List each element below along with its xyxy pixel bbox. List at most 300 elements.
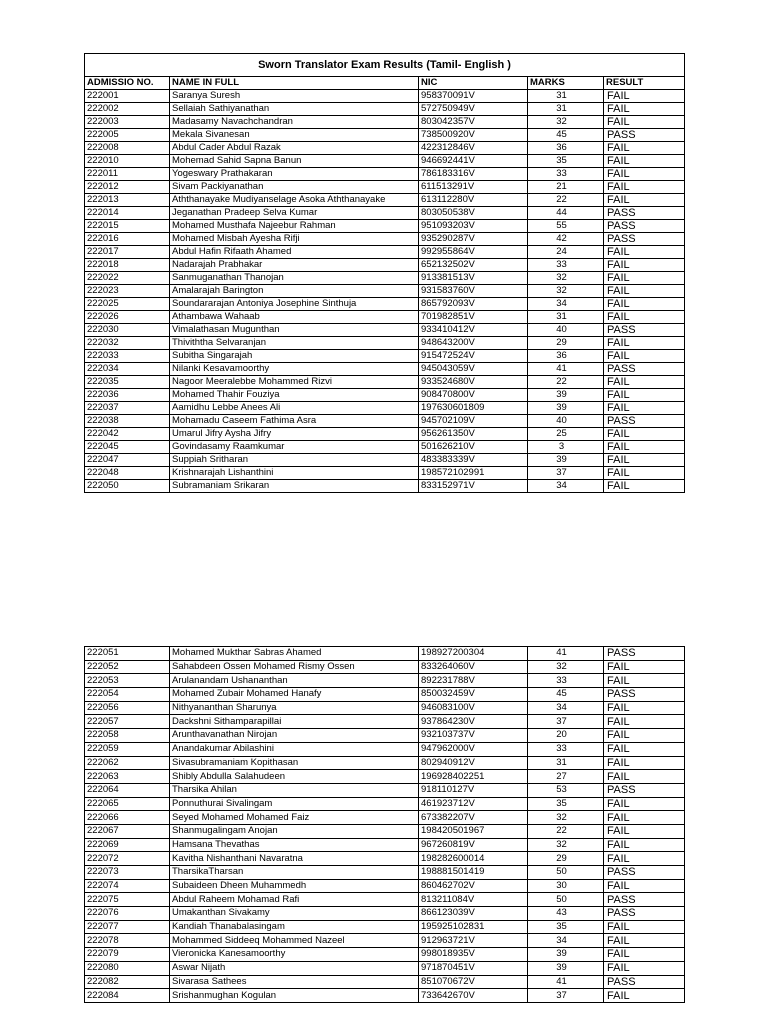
marks-cell: 30 bbox=[528, 879, 604, 893]
table-row bbox=[85, 168, 685, 181]
admission-no-cell: 222054 bbox=[85, 688, 170, 702]
admission-no-cell: 222065 bbox=[85, 797, 170, 811]
table-row bbox=[85, 729, 685, 743]
nic-cell: 733642670V bbox=[419, 989, 528, 1003]
nic-cell: 850032459V bbox=[419, 688, 528, 702]
name-cell: Suppiah Sritharan bbox=[170, 454, 419, 467]
nic-cell: 948643200V bbox=[419, 337, 528, 350]
nic-cell: 971870451V bbox=[419, 961, 528, 975]
result-cell: FAIL bbox=[604, 350, 685, 363]
admission-no-cell: 222005 bbox=[85, 129, 170, 142]
marks-cell: 29 bbox=[528, 337, 604, 350]
result-cell: PASS bbox=[604, 866, 685, 880]
admission-no-cell: 222048 bbox=[85, 467, 170, 480]
nic-cell: 933410412V bbox=[419, 324, 528, 337]
nic-cell: 851070672V bbox=[419, 975, 528, 989]
marks-cell: 32 bbox=[528, 116, 604, 129]
result-cell: FAIL bbox=[604, 811, 685, 825]
table-row bbox=[85, 660, 685, 674]
name-cell: Mohamed Thahir Fouziya bbox=[170, 389, 419, 402]
table-row bbox=[85, 783, 685, 797]
result-cell: FAIL bbox=[604, 142, 685, 155]
marks-cell: 45 bbox=[528, 129, 604, 142]
result-cell: FAIL bbox=[604, 797, 685, 811]
admission-no-cell: 222074 bbox=[85, 879, 170, 893]
result-cell: PASS bbox=[604, 220, 685, 233]
result-cell: FAIL bbox=[604, 285, 685, 298]
nic-cell: 932103737V bbox=[419, 729, 528, 743]
admission-no-cell: 222063 bbox=[85, 770, 170, 784]
admission-no-cell: 222010 bbox=[85, 155, 170, 168]
marks-cell: 41 bbox=[528, 363, 604, 376]
admission-no-cell: 222067 bbox=[85, 824, 170, 838]
name-cell: Hamsana Thevathas bbox=[170, 838, 419, 852]
result-cell: PASS bbox=[604, 783, 685, 797]
table-row bbox=[85, 194, 685, 207]
table-row bbox=[85, 207, 685, 220]
admission-no-cell: 222052 bbox=[85, 660, 170, 674]
marks-cell: 22 bbox=[528, 376, 604, 389]
admission-no-cell: 222038 bbox=[85, 415, 170, 428]
result-cell: FAIL bbox=[604, 259, 685, 272]
name-cell: Sivam Packiyanathan bbox=[170, 181, 419, 194]
nic-cell: 738500920V bbox=[419, 129, 528, 142]
marks-cell: 32 bbox=[528, 811, 604, 825]
name-cell: Abdul Raheem Mohamad Rafi bbox=[170, 893, 419, 907]
result-cell: FAIL bbox=[604, 770, 685, 784]
table-row bbox=[85, 441, 685, 454]
table-row bbox=[85, 824, 685, 838]
admission-no-cell: 222013 bbox=[85, 194, 170, 207]
table-row bbox=[85, 797, 685, 811]
admission-no-cell: 222035 bbox=[85, 376, 170, 389]
name-cell: Vieronicka Kanesamoorthy bbox=[170, 948, 419, 962]
name-cell: Yogeswary Prathakaran bbox=[170, 168, 419, 181]
name-cell: Abdul Cader Abdul Razak bbox=[170, 142, 419, 155]
marks-cell: 34 bbox=[528, 934, 604, 948]
table-row bbox=[85, 811, 685, 825]
results-table-1 bbox=[84, 53, 685, 493]
result-cell: FAIL bbox=[604, 715, 685, 729]
marks-cell: 53 bbox=[528, 783, 604, 797]
result-cell: FAIL bbox=[604, 116, 685, 129]
table-row bbox=[85, 389, 685, 402]
result-cell: PASS bbox=[604, 647, 685, 661]
nic-cell: 198927200304 bbox=[419, 647, 528, 661]
admission-no-cell: 222036 bbox=[85, 389, 170, 402]
result-cell: PASS bbox=[604, 688, 685, 702]
result-cell: PASS bbox=[604, 415, 685, 428]
table-row bbox=[85, 770, 685, 784]
nic-cell: 946083100V bbox=[419, 701, 528, 715]
nic-cell: 833264060V bbox=[419, 660, 528, 674]
marks-cell: 34 bbox=[528, 480, 604, 493]
admission-no-cell: 222050 bbox=[85, 480, 170, 493]
nic-cell: 613112280V bbox=[419, 194, 528, 207]
admission-no-cell: 222008 bbox=[85, 142, 170, 155]
admission-no-cell: 222011 bbox=[85, 168, 170, 181]
header-marks: MARKS bbox=[528, 77, 604, 90]
table-row bbox=[85, 337, 685, 350]
table-row bbox=[85, 90, 685, 103]
table-row bbox=[85, 116, 685, 129]
admission-no-cell: 222082 bbox=[85, 975, 170, 989]
marks-cell: 36 bbox=[528, 350, 604, 363]
name-cell: Mohamed Mukthar Sabras Ahamed bbox=[170, 647, 419, 661]
admission-no-cell: 222025 bbox=[85, 298, 170, 311]
table-row bbox=[85, 907, 685, 921]
marks-cell: 20 bbox=[528, 729, 604, 743]
name-cell: Nilanki Kesavamoorthy bbox=[170, 363, 419, 376]
admission-no-cell: 222051 bbox=[85, 647, 170, 661]
name-cell: Dackshni Sithamparapillai bbox=[170, 715, 419, 729]
result-cell: FAIL bbox=[604, 155, 685, 168]
name-cell: Nagoor Meeralebbe Mohammed Rizvi bbox=[170, 376, 419, 389]
result-cell: FAIL bbox=[604, 311, 685, 324]
result-cell: FAIL bbox=[604, 660, 685, 674]
table-row bbox=[85, 285, 685, 298]
admission-no-cell: 222080 bbox=[85, 961, 170, 975]
result-cell: FAIL bbox=[604, 389, 685, 402]
header-row bbox=[85, 77, 685, 90]
admission-no-cell: 222026 bbox=[85, 311, 170, 324]
nic-cell: 461923712V bbox=[419, 797, 528, 811]
nic-cell: 937864230V bbox=[419, 715, 528, 729]
table-row bbox=[85, 674, 685, 688]
marks-cell: 37 bbox=[528, 467, 604, 480]
admission-no-cell: 222077 bbox=[85, 920, 170, 934]
nic-cell: 422312846V bbox=[419, 142, 528, 155]
result-cell: PASS bbox=[604, 363, 685, 376]
name-cell: Srishanmughan Kogulan bbox=[170, 989, 419, 1003]
nic-cell: 833152971V bbox=[419, 480, 528, 493]
name-cell: Anandakumar Abilashini bbox=[170, 742, 419, 756]
table-row bbox=[85, 415, 685, 428]
table-row bbox=[85, 742, 685, 756]
nic-cell: 956261350V bbox=[419, 428, 528, 441]
marks-cell: 34 bbox=[528, 298, 604, 311]
nic-cell: 945702109V bbox=[419, 415, 528, 428]
result-cell: FAIL bbox=[604, 674, 685, 688]
table-row bbox=[85, 866, 685, 880]
table-row bbox=[85, 934, 685, 948]
name-cell: Nadarajah Prabhakar bbox=[170, 259, 419, 272]
table-row bbox=[85, 246, 685, 259]
result-cell: PASS bbox=[604, 233, 685, 246]
table-row bbox=[85, 103, 685, 116]
name-cell: Krishnarajah Lishanthini bbox=[170, 467, 419, 480]
result-cell: PASS bbox=[604, 129, 685, 142]
result-cell: FAIL bbox=[604, 298, 685, 311]
table-row bbox=[85, 480, 685, 493]
marks-cell: 33 bbox=[528, 168, 604, 181]
admission-no-cell: 222053 bbox=[85, 674, 170, 688]
admission-no-cell: 222062 bbox=[85, 756, 170, 770]
name-cell: Vimalathasan Mugunthan bbox=[170, 324, 419, 337]
nic-cell: 611513291V bbox=[419, 181, 528, 194]
name-cell: Mohamed Misbah Ayesha Rifji bbox=[170, 233, 419, 246]
marks-cell: 22 bbox=[528, 824, 604, 838]
result-cell: FAIL bbox=[604, 272, 685, 285]
table-row bbox=[85, 350, 685, 363]
nic-cell: 967260819V bbox=[419, 838, 528, 852]
nic-cell: 865792093V bbox=[419, 298, 528, 311]
result-cell: FAIL bbox=[604, 701, 685, 715]
admission-no-cell: 222002 bbox=[85, 103, 170, 116]
table-row bbox=[85, 975, 685, 989]
admission-no-cell: 222032 bbox=[85, 337, 170, 350]
admission-no-cell: 222057 bbox=[85, 715, 170, 729]
marks-cell: 41 bbox=[528, 647, 604, 661]
result-cell: FAIL bbox=[604, 961, 685, 975]
admission-no-cell: 222017 bbox=[85, 246, 170, 259]
name-cell: Sellaiah Sathiyanathan bbox=[170, 103, 419, 116]
admission-no-cell: 222079 bbox=[85, 948, 170, 962]
marks-cell: 39 bbox=[528, 402, 604, 415]
nic-cell: 915472524V bbox=[419, 350, 528, 363]
table-row bbox=[85, 311, 685, 324]
name-cell: Subitha Singarajah bbox=[170, 350, 419, 363]
table-row bbox=[85, 428, 685, 441]
admission-no-cell: 222034 bbox=[85, 363, 170, 376]
admission-no-cell: 222001 bbox=[85, 90, 170, 103]
marks-cell: 39 bbox=[528, 961, 604, 975]
header-admission-no: ADMISSIO NO. bbox=[85, 77, 170, 90]
header-name: NAME IN FULL bbox=[170, 77, 419, 90]
name-cell: Abdul Hafin Rifaath Ahamed bbox=[170, 246, 419, 259]
admission-no-cell: 222059 bbox=[85, 742, 170, 756]
marks-cell: 32 bbox=[528, 272, 604, 285]
result-cell: FAIL bbox=[604, 742, 685, 756]
admission-no-cell: 222030 bbox=[85, 324, 170, 337]
result-cell: FAIL bbox=[604, 194, 685, 207]
marks-cell: 37 bbox=[528, 989, 604, 1003]
marks-cell: 32 bbox=[528, 838, 604, 852]
result-cell: FAIL bbox=[604, 480, 685, 493]
nic-cell: 196928402251 bbox=[419, 770, 528, 784]
nic-cell: 958370091V bbox=[419, 90, 528, 103]
table-row bbox=[85, 155, 685, 168]
result-cell: FAIL bbox=[604, 337, 685, 350]
table-row bbox=[85, 688, 685, 702]
admission-no-cell: 222075 bbox=[85, 893, 170, 907]
admission-no-cell: 222047 bbox=[85, 454, 170, 467]
title-row bbox=[85, 54, 685, 77]
nic-cell: 908470800V bbox=[419, 389, 528, 402]
name-cell: Mohemad Sahid Sapna Banun bbox=[170, 155, 419, 168]
table-row bbox=[85, 647, 685, 661]
table-row bbox=[85, 948, 685, 962]
table-row bbox=[85, 233, 685, 246]
admission-no-cell: 222069 bbox=[85, 838, 170, 852]
nic-cell: 912963721V bbox=[419, 934, 528, 948]
name-cell: Jeganathan Pradeep Selva Kumar bbox=[170, 207, 419, 220]
result-cell: FAIL bbox=[604, 920, 685, 934]
marks-cell: 32 bbox=[528, 285, 604, 298]
result-cell: FAIL bbox=[604, 948, 685, 962]
admission-no-cell: 222056 bbox=[85, 701, 170, 715]
table-row bbox=[85, 920, 685, 934]
name-cell: Madasamy Navachchandran bbox=[170, 116, 419, 129]
name-cell: Aththanayake Mudiyanselage Asoka Aththanayake bbox=[170, 194, 419, 207]
table-row bbox=[85, 259, 685, 272]
nic-cell: 701982851V bbox=[419, 311, 528, 324]
nic-cell: 198282600014 bbox=[419, 852, 528, 866]
table-row bbox=[85, 181, 685, 194]
marks-cell: 35 bbox=[528, 920, 604, 934]
name-cell: Seyed Mohamed Mohamed Faiz bbox=[170, 811, 419, 825]
name-cell: Saranya Suresh bbox=[170, 90, 419, 103]
marks-cell: 45 bbox=[528, 688, 604, 702]
name-cell: Subaideen Dheen Muhammedh bbox=[170, 879, 419, 893]
table-row bbox=[85, 852, 685, 866]
result-cell: FAIL bbox=[604, 402, 685, 415]
marks-cell: 31 bbox=[528, 756, 604, 770]
name-cell: Umakanthan Sivakamy bbox=[170, 907, 419, 921]
nic-cell: 947962000V bbox=[419, 742, 528, 756]
marks-cell: 3 bbox=[528, 441, 604, 454]
result-cell: FAIL bbox=[604, 879, 685, 893]
result-cell: FAIL bbox=[604, 467, 685, 480]
result-cell: PASS bbox=[604, 893, 685, 907]
name-cell: Umarul Jifry Aysha Jifry bbox=[170, 428, 419, 441]
table-row bbox=[85, 298, 685, 311]
nic-cell: 998018935V bbox=[419, 948, 528, 962]
result-cell: PASS bbox=[604, 907, 685, 921]
nic-cell: 918110127V bbox=[419, 783, 528, 797]
nic-cell: 935290287V bbox=[419, 233, 528, 246]
marks-cell: 21 bbox=[528, 181, 604, 194]
result-cell: FAIL bbox=[604, 103, 685, 116]
marks-cell: 55 bbox=[528, 220, 604, 233]
marks-cell: 39 bbox=[528, 454, 604, 467]
name-cell: Aswar Nijath bbox=[170, 961, 419, 975]
name-cell: Mekala Sivanesan bbox=[170, 129, 419, 142]
table-row bbox=[85, 715, 685, 729]
admission-no-cell: 222018 bbox=[85, 259, 170, 272]
result-cell: FAIL bbox=[604, 376, 685, 389]
table-row bbox=[85, 467, 685, 480]
name-cell: Sanmuganathan Thanojan bbox=[170, 272, 419, 285]
marks-cell: 40 bbox=[528, 415, 604, 428]
header-result: RESULT bbox=[604, 77, 685, 90]
name-cell: Subramaniam Srikaran bbox=[170, 480, 419, 493]
result-cell: FAIL bbox=[604, 246, 685, 259]
table-row bbox=[85, 376, 685, 389]
marks-cell: 33 bbox=[528, 259, 604, 272]
name-cell: Mohamadu Caseem Fathima Asra bbox=[170, 415, 419, 428]
nic-cell: 951093203V bbox=[419, 220, 528, 233]
table-row bbox=[85, 989, 685, 1003]
admission-no-cell: 222003 bbox=[85, 116, 170, 129]
name-cell: Sivarasa Sathees bbox=[170, 975, 419, 989]
header-nic: NIC bbox=[419, 77, 528, 90]
name-cell: Mohammed Siddeeq Mohammed Nazeel bbox=[170, 934, 419, 948]
marks-cell: 39 bbox=[528, 389, 604, 402]
result-cell: FAIL bbox=[604, 168, 685, 181]
admission-no-cell: 222066 bbox=[85, 811, 170, 825]
table-row bbox=[85, 220, 685, 233]
nic-cell: 992955864V bbox=[419, 246, 528, 259]
name-cell: Shibly Abdulla Salahudeen bbox=[170, 770, 419, 784]
table-row bbox=[85, 402, 685, 415]
table-row bbox=[85, 324, 685, 337]
result-cell: FAIL bbox=[604, 824, 685, 838]
result-cell: FAIL bbox=[604, 441, 685, 454]
result-cell: FAIL bbox=[604, 428, 685, 441]
name-cell: Arunthavanathan Nirojan bbox=[170, 729, 419, 743]
marks-cell: 33 bbox=[528, 742, 604, 756]
name-cell: Ponnuthurai Sivalingam bbox=[170, 797, 419, 811]
marks-cell: 39 bbox=[528, 948, 604, 962]
admission-no-cell: 222058 bbox=[85, 729, 170, 743]
admission-no-cell: 222076 bbox=[85, 907, 170, 921]
table-row bbox=[85, 879, 685, 893]
result-cell: PASS bbox=[604, 975, 685, 989]
table-row bbox=[85, 363, 685, 376]
nic-cell: 572750949V bbox=[419, 103, 528, 116]
table-row bbox=[85, 142, 685, 155]
result-cell: FAIL bbox=[604, 756, 685, 770]
nic-cell: 803050538V bbox=[419, 207, 528, 220]
name-cell: TharsikaTharsan bbox=[170, 866, 419, 880]
marks-cell: 31 bbox=[528, 311, 604, 324]
result-cell: FAIL bbox=[604, 852, 685, 866]
marks-cell: 35 bbox=[528, 797, 604, 811]
admission-no-cell: 222022 bbox=[85, 272, 170, 285]
marks-cell: 31 bbox=[528, 103, 604, 116]
marks-cell: 41 bbox=[528, 975, 604, 989]
nic-cell: 803042357V bbox=[419, 116, 528, 129]
page-title: Sworn Translator Exam Results (Tamil- English ) bbox=[85, 54, 685, 77]
table-row bbox=[85, 454, 685, 467]
nic-cell: 198881501419 bbox=[419, 866, 528, 880]
admission-no-cell: 222084 bbox=[85, 989, 170, 1003]
name-cell: Nithyananthan Sharunya bbox=[170, 701, 419, 715]
name-cell: Athambawa Wahaab bbox=[170, 311, 419, 324]
result-cell: FAIL bbox=[604, 934, 685, 948]
marks-cell: 31 bbox=[528, 90, 604, 103]
result-cell: FAIL bbox=[604, 454, 685, 467]
marks-cell: 25 bbox=[528, 428, 604, 441]
admission-no-cell: 222064 bbox=[85, 783, 170, 797]
nic-cell: 198572102991 bbox=[419, 467, 528, 480]
results-table-1-body bbox=[85, 54, 685, 493]
admission-no-cell: 222016 bbox=[85, 233, 170, 246]
admission-no-cell: 222012 bbox=[85, 181, 170, 194]
nic-cell: 813211084V bbox=[419, 893, 528, 907]
result-cell: PASS bbox=[604, 324, 685, 337]
marks-cell: 36 bbox=[528, 142, 604, 155]
admission-no-cell: 222073 bbox=[85, 866, 170, 880]
admission-no-cell: 222014 bbox=[85, 207, 170, 220]
name-cell: Sivasubramaniam Kopithasan bbox=[170, 756, 419, 770]
name-cell: Arulanandam Ushananthan bbox=[170, 674, 419, 688]
nic-cell: 197630601809 bbox=[419, 402, 528, 415]
admission-no-cell: 222045 bbox=[85, 441, 170, 454]
admission-no-cell: 222037 bbox=[85, 402, 170, 415]
marks-cell: 43 bbox=[528, 907, 604, 921]
name-cell: Aamidhu Lebbe Anees Ali bbox=[170, 402, 419, 415]
nic-cell: 860462702V bbox=[419, 879, 528, 893]
marks-cell: 50 bbox=[528, 893, 604, 907]
result-cell: FAIL bbox=[604, 838, 685, 852]
name-cell: Tharsika Ahilan bbox=[170, 783, 419, 797]
results-table-2-body bbox=[85, 647, 685, 1003]
nic-cell: 673382207V bbox=[419, 811, 528, 825]
marks-cell: 32 bbox=[528, 660, 604, 674]
name-cell: Thiviththa Selvaranjan bbox=[170, 337, 419, 350]
